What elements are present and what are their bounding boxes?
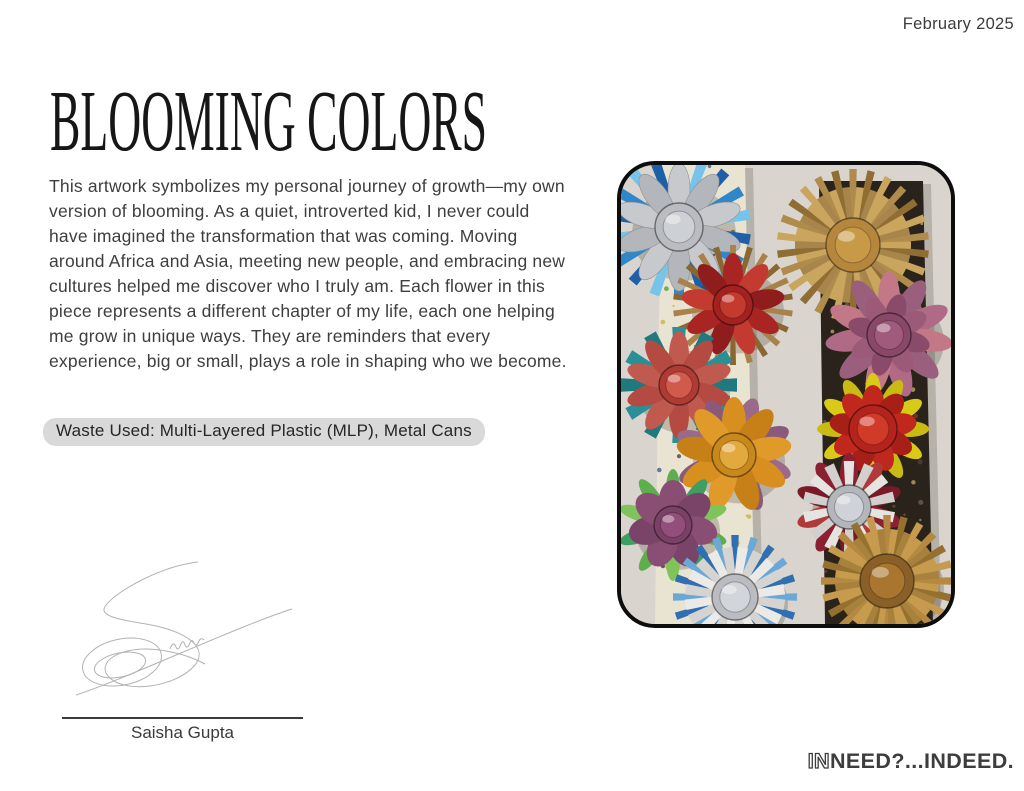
artwork-description: This artwork symbolizes my personal journey of growth—my own version of blooming. As a quiet, introverted kid, I never could have imagined the transformation that was coming. Moving around Africa and Asia, meeting new people, and embracing new cultures helped me discover who I truly am. Each flower in this piece represents a different chapter of my life, each one helping me grow in unique ways. They are reminders that every experience, big or small, plays a role in shaping who we become.: [49, 176, 567, 371]
signature-svg: [58, 552, 308, 712]
brand-logo-outline-part: IN: [807, 749, 830, 773]
brand-logo: [808, 749, 1014, 774]
waste-used-badge: Waste Used: Multi-Layered Plastic (MLP), Metal Cans: [43, 418, 485, 446]
artwork-photo: [617, 161, 955, 628]
signature-graphic: [58, 552, 308, 712]
brand-logo-solid-part: NEED?...INDEED.: [830, 749, 1014, 773]
signature-line: [62, 717, 303, 719]
artwork-photo-svg: [621, 165, 951, 624]
artist-name: Saisha Gupta: [130, 723, 234, 742]
page-title: BLOOMING COLORS: [50, 73, 488, 170]
issue-date: February 2025: [902, 15, 1014, 33]
